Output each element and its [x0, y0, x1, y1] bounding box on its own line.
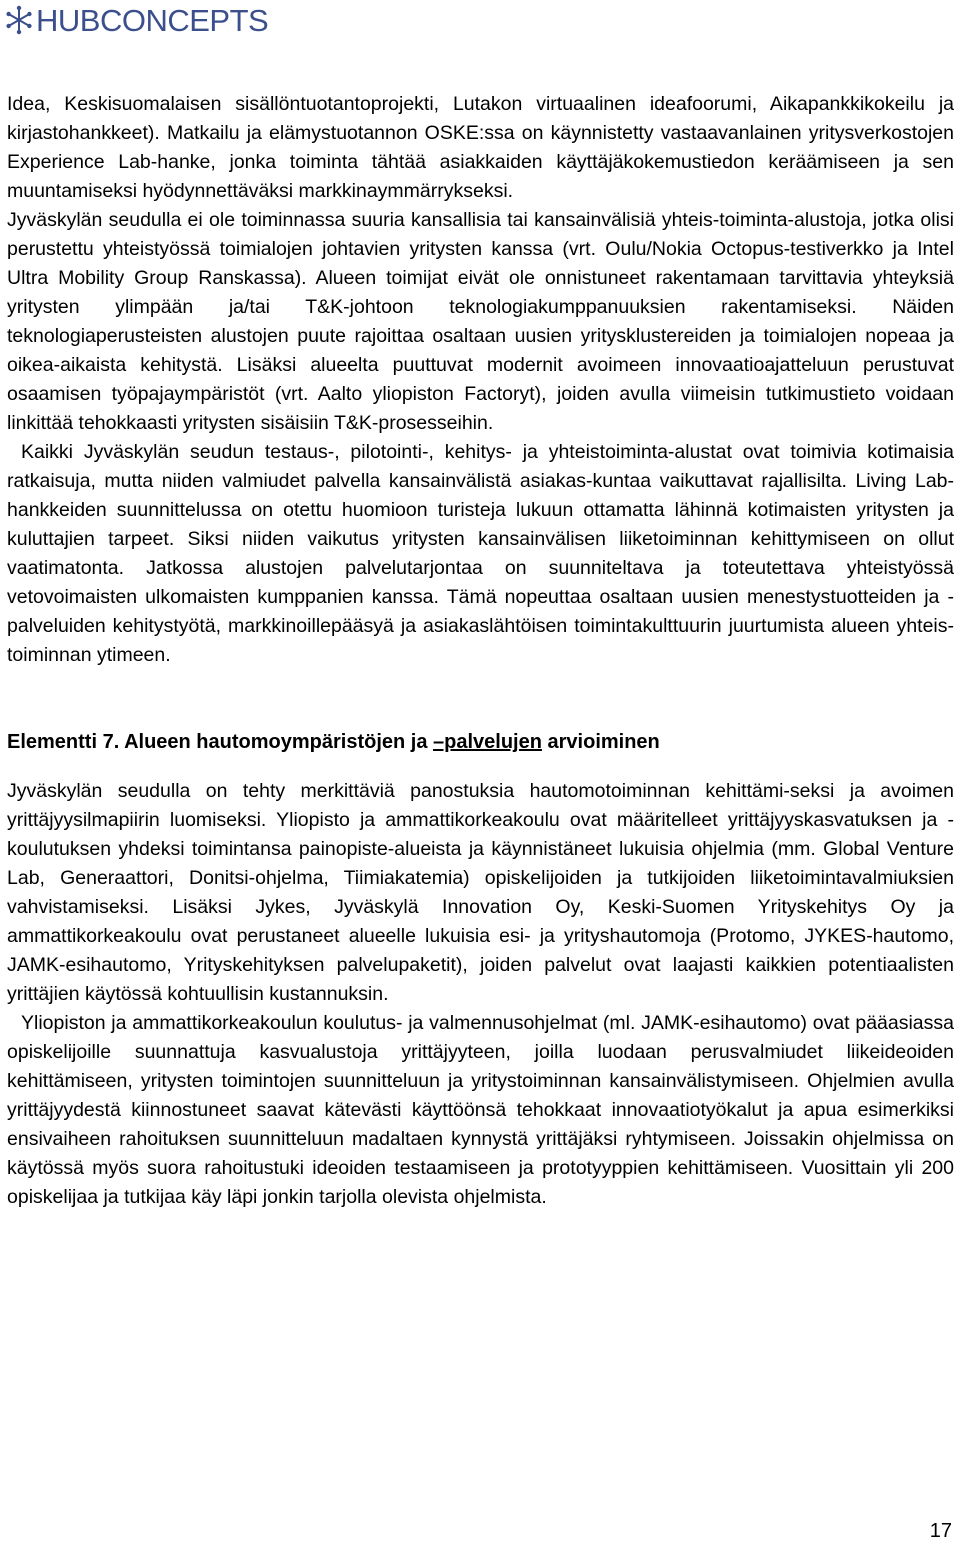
hubconcepts-logo — [4, 0, 268, 40]
section-heading-underlined: –palvelujen — [433, 731, 542, 753]
section-heading — [7, 728, 954, 757]
paragraph: Jyväskylän seudulla ei ole toiminnassa suuria kansallisia tai kansainvälisiä yhteis-toiminta-alustoja, jotka olisi perustettu yhteistyössä toimialojen johtavien yritysten kanssa (vrt. Oulu/Nokia Octopus-testiverkko ja Intel Ultra Mobility Group Ranskassa). Alueen toimijat eivät ole onnistuneet rakentamaan tarvittavia yhteyksiä yritysten ylimpään ja/tai T&K-johtoon teknologiakumppanuuksien rakentamiseksi. Näiden teknologiaperusteisten alustojen puute rajoittaa osaltaan uusien yritysklustereiden ja toimialojen nopeaa ja oikea-aikaista kehitystä. Lisäksi alueelta puuttuvat modernit avoimeen innovaatioajatteluun perustuvat osaamisen työpajaympäristöt (vrt. Aalto yliopiston Factoryt), joiden avulla viimeisin tutkimustieto voidaan linkittää tehokkaasti yritysten sisäisiin T&K-prosesseihin. — [7, 209, 954, 434]
logo-text: HUBCONCEPTS — [36, 2, 269, 38]
document-body — [7, 90, 954, 1212]
paragraph: Yliopiston ja ammattikorkeakoulun koulutus- ja valmennusohjelmat (ml. JAMK-esihautomo) ovat pääasiassa opiskelijoille suunnattuja kasvualustoja yrittäjyyteen, joilla luodaan perusvalmiudet liikeideoiden kehittämiseen, yritysten toimintojen suunnitteluun ja yritystoiminnan kansainvälistymiseen. Ohjelmien avulla yrittäjyydestä kiinnostuneet saavat kätevästi käyttöönsä tehokkaat innovaatiotyökalut ja apua esimerkiksi ensivaiheen rahoituksen suunnitteluun madaltaen kynnystä yrittäjäksi ryhtymiseen. Joissakin ohjelmissa on käytössä myös suora rahoitustuki ideoiden testaamiseen ja prototyyppien kehittämiseen. Vuosittain yli 200 opiskelijaa ja tutkijaa käy läpi jonkin tarjolla olevista ohjelmista. — [7, 1012, 954, 1208]
paragraph: Idea, Keskisuomalaisen sisällöntuotantoprojekti, Lutakon virtuaalinen ideafoorumi, Aikapankkikokeilu ja kirjastohankkeet). Matkailu ja elämystuotannon OSKE:ssa on käynnistetty vastaavanlainen yritysverkostojen Experience Lab-hanke, jonka toiminta tähtää asiakkaiden käyttäjäkokemustiedon keräämiseen ja sen muuntamiseksi hyödynnettäväksi markkinaymmärrykseksi. — [7, 93, 954, 202]
section-heading-prefix: Elementti 7. Alueen hautomoympäristöjen ja — [7, 731, 434, 753]
snowflake-logo-icon — [4, 5, 34, 35]
paragraph: Kaikki Jyväskylän seudun testaus-, pilotointi-, kehitys- ja yhteistoiminta-alustat ovat toimivia kotimaisia ratkaisuja, mutta niiden valmiudet palvella kansainvälistä asiakas-kuntaa vaikuttavat rajallisilta. Living Lab-hankkeiden suunnittelussa on otettu huomioon turisteja lukuun ottamatta lähinnä kotimaisten yritysten ja kuluttajien tarpeet. Siksi niiden vaikutus yritysten kansainvälisen liiketoiminnan kehittymiseen on ollut vaatimatonta. Jatkossa alustojen palvelutarjontaa on suunniteltava ja toteutettava yhteistyössä vetovoimaisten ulkomaisten kumppanien kanssa. Tämä nopeuttaa osaltaan uusien menestystuotteiden ja -palveluiden kehitystyötä, markkinoillepääsyä ja asiakaslähtöisen toimintakulttuurin juurtumista alueen yhteis-toiminnan ytimeen. — [7, 441, 954, 666]
section-heading-suffix: arvioiminen — [541, 731, 660, 753]
page-number: 17 — [929, 1520, 952, 1542]
paragraph: Jyväskylän seudulla on tehty merkittäviä panostuksia hautomotoiminnan kehittämi-seksi ja avoimen yrittäjyysilmapiirin luomiseksi. Yliopisto ja ammattikorkeakoulu ovat määritelleet yrittäjyyskasvatuksen ja -koulutuksen yhdeksi toimintansa painopiste-alueista ja käynnistäneet lukuisia ohjelmia (mm. Global Venture Lab, Generaattori, Donitsi-ohjelma, Tiimiakatemia) opiskelijoiden ja tutkijoiden liiketoimintavalmiuksien vahvistamiseksi. Lisäksi Jykes, Jyväskylä Innovation Oy, Keski-Suomen Yrityskehitys Oy ja ammattikorkeakoulu ovat perustaneet alueelle lukuisia esi- ja yrityshautomoja (Protomo, JYKES-hautomo, JAMK-esihautomo, Yrityskehityksen palvelupaketit), joiden palvelut ovat laajasti kaikkien potentiaalisten yrittäjien käytössä kohtuullisin kustannuksin. — [7, 780, 954, 1005]
